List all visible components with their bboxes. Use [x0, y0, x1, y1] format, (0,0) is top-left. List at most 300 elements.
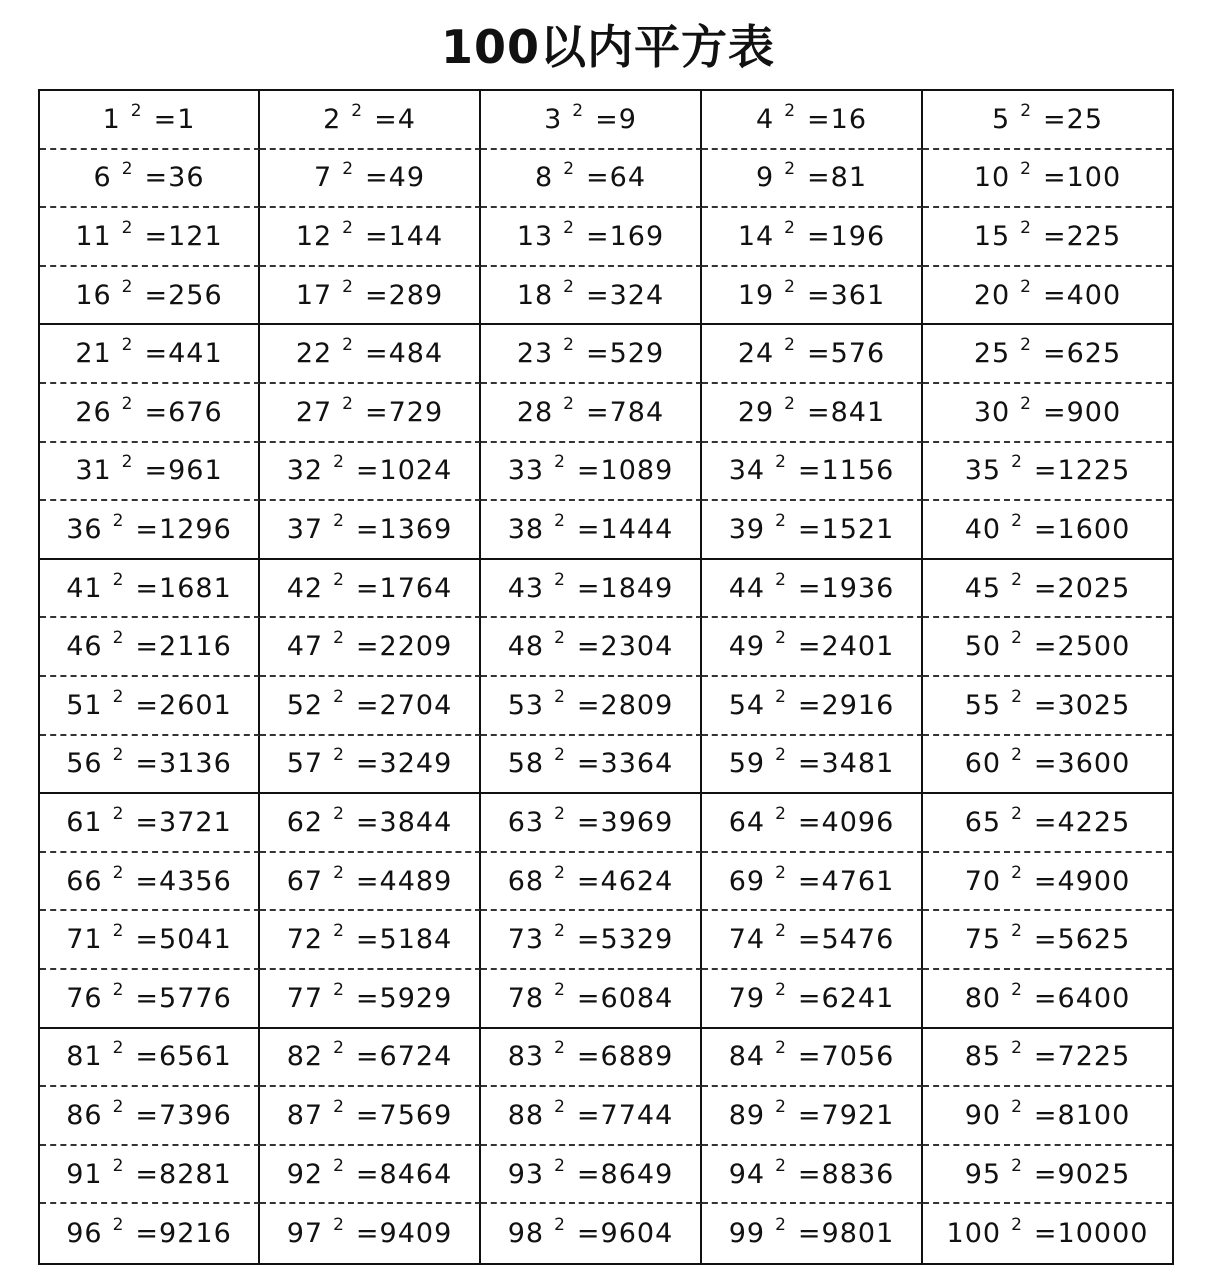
square-value [145, 162, 205, 193]
exponent: 2 [333, 628, 344, 649]
square-value [586, 338, 664, 369]
equals-sign: = [576, 1099, 601, 1131]
base-number: 21 [75, 338, 112, 370]
exponent: 2 [554, 862, 565, 883]
square-cell [260, 794, 481, 853]
square-expression [314, 159, 425, 194]
exponent: 2 [784, 276, 795, 297]
exponent: 2 [775, 452, 786, 473]
value-number: 400 [1066, 279, 1122, 311]
exponent: 2 [775, 1155, 786, 1176]
square-value [135, 1100, 231, 1131]
value-number: 8649 [600, 1158, 674, 1190]
square-expression [66, 803, 232, 838]
equals-sign: = [1043, 103, 1067, 135]
base-number: 46 [66, 631, 103, 663]
square-cell [702, 267, 923, 326]
equals-sign: = [586, 279, 610, 311]
square-value [145, 280, 223, 311]
base-number: 41 [66, 572, 103, 604]
base-number: 3 [544, 103, 563, 135]
square-value [365, 280, 443, 311]
equals-sign: = [135, 1218, 160, 1250]
value-number: 961 [168, 455, 223, 487]
square-cell [260, 91, 481, 150]
equals-sign: = [576, 455, 601, 487]
square-value [145, 221, 223, 252]
square-expression [973, 217, 1122, 252]
exponent: 2 [775, 628, 786, 649]
exponent: 2 [342, 335, 353, 356]
exponent: 2 [554, 1215, 565, 1236]
value-number: 2809 [600, 689, 674, 721]
square-expression [964, 1038, 1131, 1073]
base-number: 49 [728, 631, 766, 663]
equals-sign: = [355, 572, 380, 604]
value-number: 100 [1066, 162, 1122, 194]
square-expression [507, 1215, 674, 1250]
square-cell [260, 208, 481, 267]
square-value [365, 162, 425, 193]
equals-sign: = [797, 806, 822, 838]
square-expression [75, 217, 223, 252]
equals-sign: = [807, 162, 831, 194]
equals-sign: = [576, 865, 601, 897]
square-cell [481, 384, 702, 443]
exponent: 2 [1011, 686, 1022, 707]
equals-sign: = [797, 1218, 822, 1250]
square-value [356, 1100, 452, 1131]
square-value [798, 573, 894, 604]
exponent: 2 [775, 1096, 786, 1117]
exponent: 2 [112, 1038, 124, 1059]
base-number: 4 [756, 103, 775, 135]
exponent: 2 [1011, 921, 1022, 942]
value-number: 625 [1066, 338, 1122, 370]
square-value [1034, 1100, 1130, 1131]
value-number: 6084 [600, 982, 674, 1014]
value-number: 4489 [379, 865, 453, 897]
equals-sign: = [576, 924, 601, 956]
square-cell [481, 1146, 702, 1205]
base-number: 28 [516, 396, 554, 428]
square-cell [481, 150, 702, 209]
exponent: 2 [775, 686, 786, 707]
square-cell [702, 736, 923, 795]
square-cell [702, 853, 923, 912]
square-cell [481, 443, 702, 502]
square-cell [40, 150, 260, 209]
square-value [798, 514, 894, 545]
exponent: 2 [775, 1038, 786, 1059]
square-value [1043, 338, 1121, 369]
square-expression [964, 803, 1131, 838]
base-number: 34 [728, 455, 766, 487]
exponent: 2 [1020, 217, 1031, 238]
value-number: 7396 [159, 1099, 232, 1131]
square-cell [260, 150, 481, 209]
equals-sign: = [365, 220, 389, 252]
square-expression [75, 452, 223, 487]
base-number: 27 [295, 396, 333, 428]
square-expression [295, 393, 444, 428]
square-value [798, 1100, 894, 1131]
square-value [577, 983, 673, 1014]
square-expression [507, 569, 674, 604]
base-number: 78 [507, 982, 545, 1014]
exponent: 2 [554, 1038, 565, 1059]
exponent: 2 [775, 803, 786, 824]
base-number: 9 [756, 162, 775, 194]
base-number: 19 [737, 279, 775, 311]
exponent: 2 [1020, 393, 1031, 414]
base-number: 7 [314, 162, 333, 194]
square-expression [66, 921, 232, 956]
square-cell [702, 501, 923, 560]
equals-sign: = [374, 103, 398, 135]
exponent: 2 [1011, 1215, 1022, 1236]
equals-sign: = [797, 455, 822, 487]
exponent: 2 [1011, 510, 1022, 531]
square-expression [728, 803, 895, 838]
exponent: 2 [112, 979, 124, 1000]
value-number: 9604 [600, 1218, 674, 1250]
value-number: 1764 [379, 572, 453, 604]
equals-sign: = [576, 1158, 601, 1190]
equals-sign: = [1043, 279, 1067, 311]
square-cell [481, 267, 702, 326]
square-expression [102, 100, 196, 135]
exponent: 2 [342, 159, 354, 180]
square-expression [66, 569, 232, 604]
square-cell [481, 1029, 702, 1088]
square-expression [964, 1096, 1131, 1131]
square-cell [923, 1029, 1172, 1088]
square-cell [923, 1087, 1172, 1146]
equals-sign: = [153, 103, 178, 135]
exponent: 2 [112, 686, 124, 707]
square-value [1034, 748, 1130, 779]
exponent: 2 [1020, 100, 1032, 121]
exponent: 2 [775, 745, 786, 766]
square-value [577, 1041, 673, 1072]
equals-sign: = [797, 865, 822, 897]
equals-sign: = [807, 103, 831, 135]
square-value [798, 1218, 894, 1249]
square-cell [481, 501, 702, 560]
square-cell [923, 1204, 1172, 1263]
square-cell [702, 677, 923, 736]
base-number: 77 [286, 982, 324, 1014]
square-expression [507, 1155, 674, 1190]
square-expression [286, 510, 453, 545]
square-cell [40, 1146, 260, 1205]
exponent: 2 [563, 335, 574, 356]
square-expression [66, 979, 232, 1014]
equals-sign: = [365, 396, 389, 428]
equals-sign: = [355, 1041, 380, 1073]
equals-sign: = [807, 279, 831, 311]
exponent: 2 [1011, 1038, 1022, 1059]
square-expression [756, 159, 867, 194]
base-number: 36 [66, 513, 103, 545]
square-cell [40, 618, 260, 677]
square-value [135, 983, 231, 1014]
value-number: 8281 [159, 1158, 232, 1190]
square-expression [964, 569, 1131, 604]
exponent: 2 [1011, 1155, 1022, 1176]
base-number: 15 [973, 220, 1011, 252]
square-cell [923, 736, 1172, 795]
square-value [1034, 924, 1130, 955]
value-number: 225 [1066, 220, 1122, 252]
base-number: 23 [516, 338, 554, 370]
base-number: 84 [728, 1041, 766, 1073]
exponent: 2 [112, 1096, 124, 1117]
equals-sign: = [576, 1218, 601, 1250]
equals-sign: = [586, 220, 610, 252]
square-expression [507, 510, 674, 545]
value-number: 784 [609, 396, 665, 428]
square-cell [702, 560, 923, 619]
base-number: 16 [75, 279, 112, 311]
exponent: 2 [342, 217, 353, 238]
square-cell [40, 853, 260, 912]
exponent: 2 [1011, 1096, 1022, 1117]
square-expression [964, 686, 1131, 721]
equals-sign: = [135, 1158, 160, 1190]
square-cell [260, 853, 481, 912]
square-value [577, 866, 673, 897]
equals-sign: = [144, 279, 169, 311]
square-cell [40, 325, 260, 384]
value-number: 1369 [379, 513, 453, 545]
square-cell [40, 208, 260, 267]
value-number: 361 [830, 279, 886, 311]
square-value [577, 631, 673, 662]
value-number: 36 [168, 162, 205, 194]
square-cell [260, 911, 481, 970]
equals-sign: = [355, 748, 380, 780]
equals-sign: = [576, 1041, 601, 1073]
exponent: 2 [554, 921, 565, 942]
square-expression [516, 217, 665, 252]
equals-sign: = [1033, 513, 1058, 545]
square-value [1043, 221, 1121, 252]
base-number: 87 [286, 1099, 324, 1131]
square-value [135, 1041, 231, 1072]
base-number: 8 [535, 162, 554, 194]
square-expression [728, 1096, 895, 1131]
square-value [798, 455, 894, 486]
exponent: 2 [554, 686, 565, 707]
square-value [577, 1159, 673, 1190]
value-number: 4761 [821, 865, 895, 897]
equals-sign: = [807, 338, 831, 370]
value-number: 4356 [159, 865, 232, 897]
square-cell [702, 443, 923, 502]
exponent: 2 [1011, 862, 1022, 883]
square-cell [260, 677, 481, 736]
equals-sign: = [365, 162, 389, 194]
square-expression [507, 1096, 674, 1131]
square-expression [295, 217, 444, 252]
exponent: 2 [1011, 979, 1022, 1000]
value-number: 484 [388, 338, 444, 370]
base-number: 68 [507, 865, 545, 897]
square-cell [923, 618, 1172, 677]
square-expression [323, 100, 416, 135]
square-value [356, 1159, 452, 1190]
base-number: 82 [286, 1041, 324, 1073]
square-expression [75, 276, 223, 311]
square-expression [507, 921, 674, 956]
square-cell [923, 150, 1172, 209]
base-number: 69 [728, 865, 766, 897]
square-value [365, 397, 443, 428]
value-number: 324 [609, 279, 665, 311]
value-number: 1936 [821, 572, 895, 604]
square-cell [702, 1204, 923, 1263]
square-expression [973, 335, 1122, 370]
base-number: 93 [507, 1158, 545, 1190]
square-expression [728, 1038, 895, 1073]
value-number: 4096 [821, 806, 895, 838]
square-expression [286, 686, 453, 721]
square-cell [260, 325, 481, 384]
square-cell [40, 1087, 260, 1146]
value-number: 2116 [159, 631, 232, 663]
square-cell [923, 970, 1172, 1029]
square-value [807, 221, 885, 252]
exponent: 2 [112, 1155, 124, 1176]
equals-sign: = [576, 513, 601, 545]
exponent: 2 [1011, 745, 1022, 766]
equals-sign: = [365, 338, 389, 370]
square-cell [702, 618, 923, 677]
square-expression [737, 276, 886, 311]
value-number: 4624 [600, 865, 674, 897]
square-cell [40, 970, 260, 1029]
square-value [577, 924, 673, 955]
square-value [1043, 280, 1121, 311]
square-value [135, 1159, 231, 1190]
exponent: 2 [333, 745, 344, 766]
square-expression [507, 862, 674, 897]
exponent: 2 [333, 1215, 344, 1236]
base-number: 1 [102, 103, 121, 135]
base-number: 26 [75, 396, 112, 428]
value-number: 169 [609, 220, 665, 252]
base-number: 57 [286, 748, 324, 780]
base-number: 79 [728, 982, 766, 1014]
value-number: 25 [1066, 103, 1103, 135]
exponent: 2 [784, 100, 796, 121]
square-cell [481, 560, 702, 619]
base-number: 12 [295, 220, 333, 252]
exponent: 2 [554, 803, 565, 824]
equals-sign: = [1043, 396, 1067, 428]
equals-sign: = [355, 982, 380, 1014]
base-number: 55 [964, 689, 1002, 721]
base-number: 81 [66, 1041, 103, 1073]
exponent: 2 [121, 276, 133, 297]
square-value [1034, 807, 1130, 838]
value-number: 2025 [1057, 572, 1131, 604]
equals-sign: = [797, 572, 822, 604]
value-number: 1225 [1057, 455, 1131, 487]
square-expression [964, 921, 1131, 956]
square-expression [964, 1155, 1131, 1190]
square-value [586, 397, 664, 428]
equals-sign: = [1033, 982, 1058, 1014]
square-expression [737, 335, 886, 370]
equals-sign: = [797, 631, 822, 663]
square-expression [516, 393, 665, 428]
square-expression [964, 745, 1131, 780]
square-cell [923, 501, 1172, 560]
equals-sign: = [355, 1158, 380, 1190]
exponent: 2 [333, 569, 344, 590]
square-cell [260, 736, 481, 795]
value-number: 2704 [379, 689, 453, 721]
square-expression [75, 393, 223, 428]
equals-sign: = [1033, 1218, 1058, 1250]
value-number: 1296 [159, 513, 232, 545]
base-number: 96 [66, 1218, 103, 1250]
value-number: 5329 [600, 924, 674, 956]
equals-sign: = [355, 806, 380, 838]
exponent: 2 [112, 803, 124, 824]
exponent: 2 [130, 100, 142, 121]
square-value [1034, 983, 1130, 1014]
exponent: 2 [775, 921, 786, 942]
base-number: 89 [728, 1099, 766, 1131]
exponent: 2 [112, 1215, 124, 1236]
square-value [356, 924, 452, 955]
base-number: 14 [737, 220, 775, 252]
equals-sign: = [135, 1041, 160, 1073]
square-expression [286, 452, 453, 487]
exponent: 2 [333, 803, 344, 824]
equals-sign: = [355, 455, 380, 487]
exponent: 2 [563, 217, 574, 238]
value-number: 8464 [379, 1158, 453, 1190]
square-cell [702, 150, 923, 209]
equals-sign: = [144, 220, 169, 252]
square-expression [544, 100, 637, 135]
square-expression [507, 628, 674, 663]
square-cell [260, 1087, 481, 1146]
equals-sign: = [1033, 924, 1058, 956]
value-number: 5776 [159, 982, 232, 1014]
square-expression [286, 979, 453, 1014]
square-value [595, 104, 637, 135]
base-number: 59 [728, 748, 766, 780]
square-expression [286, 569, 453, 604]
square-cell [481, 911, 702, 970]
square-value [356, 1218, 452, 1249]
square-value [135, 690, 231, 721]
value-number: 6724 [379, 1041, 453, 1073]
equals-sign: = [144, 162, 169, 194]
page-title: 100以内平方表 [440, 20, 776, 74]
base-number: 20 [973, 279, 1011, 311]
exponent: 2 [1020, 335, 1031, 356]
square-expression [507, 745, 674, 780]
exponent: 2 [121, 452, 133, 473]
exponent: 2 [1011, 452, 1022, 473]
